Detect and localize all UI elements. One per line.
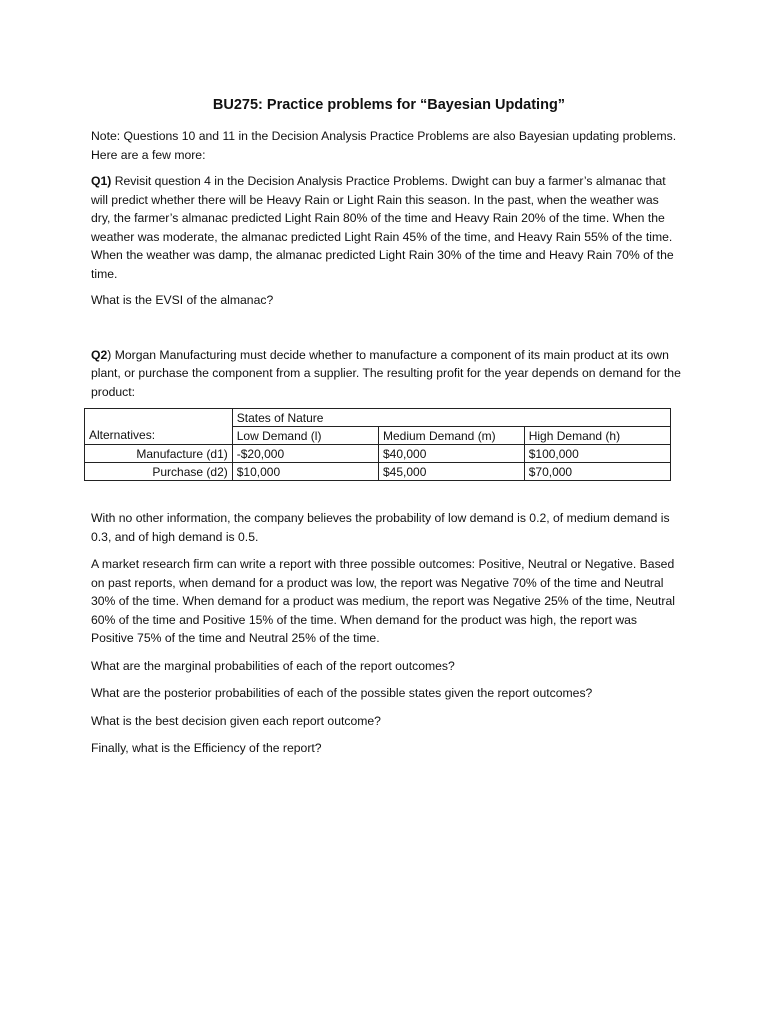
payoff-table — [84, 408, 671, 481]
document-page — [91, 95, 681, 758]
table-header-row-states — [85, 409, 671, 427]
states-spacer — [378, 409, 524, 427]
row-label-purchase: Purchase (d2) — [85, 463, 233, 481]
question-1-ask: What is the EVSI of the almanac? — [91, 293, 274, 307]
table-header-row-columns — [85, 427, 671, 445]
question-1-text: Revisit question 4 in the Decision Analysis Practice Problems. Dwight can buy a farmer’s almanac that will predict whether there will be Heavy Rain or Light Rain this season. In the past, when the weather was dry, the farmer’s almanac predicted Light Rain 80% of the time and Heavy Rain 20% of the time. When the weather was moderate, the almanac predicted Light Rain 45% of the time, and Heavy Rain 55% of the time. When the weather was damp, the almanac predicted Light Rain 30% of the time and Heavy Rain 70% of the time. — [91, 174, 674, 281]
question-2-text: ) Morgan Manufacturing must decide whether to manufacture a component of its main product at its own plant, or purchase the component from a supplier. The resulting profit for the year depends on demand for the product: — [91, 347, 681, 399]
table-cell: $40,000 — [378, 445, 524, 463]
column-header-medium: Medium Demand (m) — [378, 427, 524, 445]
alternatives-label: Alternatives: — [85, 427, 233, 445]
question-2-part-4: Finally, what is the Efficiency of the report? — [91, 741, 322, 755]
table-cell: $70,000 — [524, 463, 670, 481]
table-cell: -$20,000 — [232, 445, 378, 463]
question-1 — [91, 172, 681, 283]
question-1-label: Q1) — [91, 174, 112, 188]
table-row — [85, 463, 671, 481]
market-research-description: A market research firm can write a report with three possible outcomes: Positive, Neutral or Negative. Based on past reports, when demand for a product was low, the report was Negative 70% of the time and Neutral 30% of the time. When demand for a product was medium, the report was Negative 25% of the time, Neutral 60% of the time and Positive 15% of the time. When demand for the product was high, the report was Positive 75% of the time and Neutral 25% of the time. — [91, 557, 675, 645]
states-spacer — [524, 409, 670, 427]
table-cell: $45,000 — [378, 463, 524, 481]
question-2 — [91, 346, 681, 402]
intro-note: Note: Questions 10 and 11 in the Decision Analysis Practice Problems are also Bayesian updating problems. Here are a few more: — [91, 129, 677, 162]
page-title: BU275: Practice problems for “Bayesian Updating” — [212, 97, 566, 113]
table-cell: $100,000 — [524, 445, 670, 463]
prior-probabilities: With no other information, the company believes the probability of low demand is 0.2, of medium demand is 0.3, and of high demand is 0.5. — [91, 511, 670, 544]
table-row — [85, 445, 671, 463]
question-2-part-2: What are the posterior probabilities of each of the possible states given the report outcomes? — [91, 686, 593, 700]
table-corner-cell — [85, 409, 233, 427]
question-2-part-1: What are the marginal probabilities of each of the report outcomes? — [91, 658, 455, 673]
question-2-part-3: What is the best decision given each report outcome? — [91, 713, 381, 728]
states-of-nature-header: States of Nature — [232, 409, 378, 427]
question-2-label: Q2 — [91, 347, 108, 362]
column-header-low: Low Demand (l) — [232, 427, 378, 445]
column-header-high: High Demand (h) — [524, 427, 670, 445]
table-cell: $10,000 — [232, 463, 378, 481]
row-label-manufacture: Manufacture (d1) — [85, 445, 233, 463]
